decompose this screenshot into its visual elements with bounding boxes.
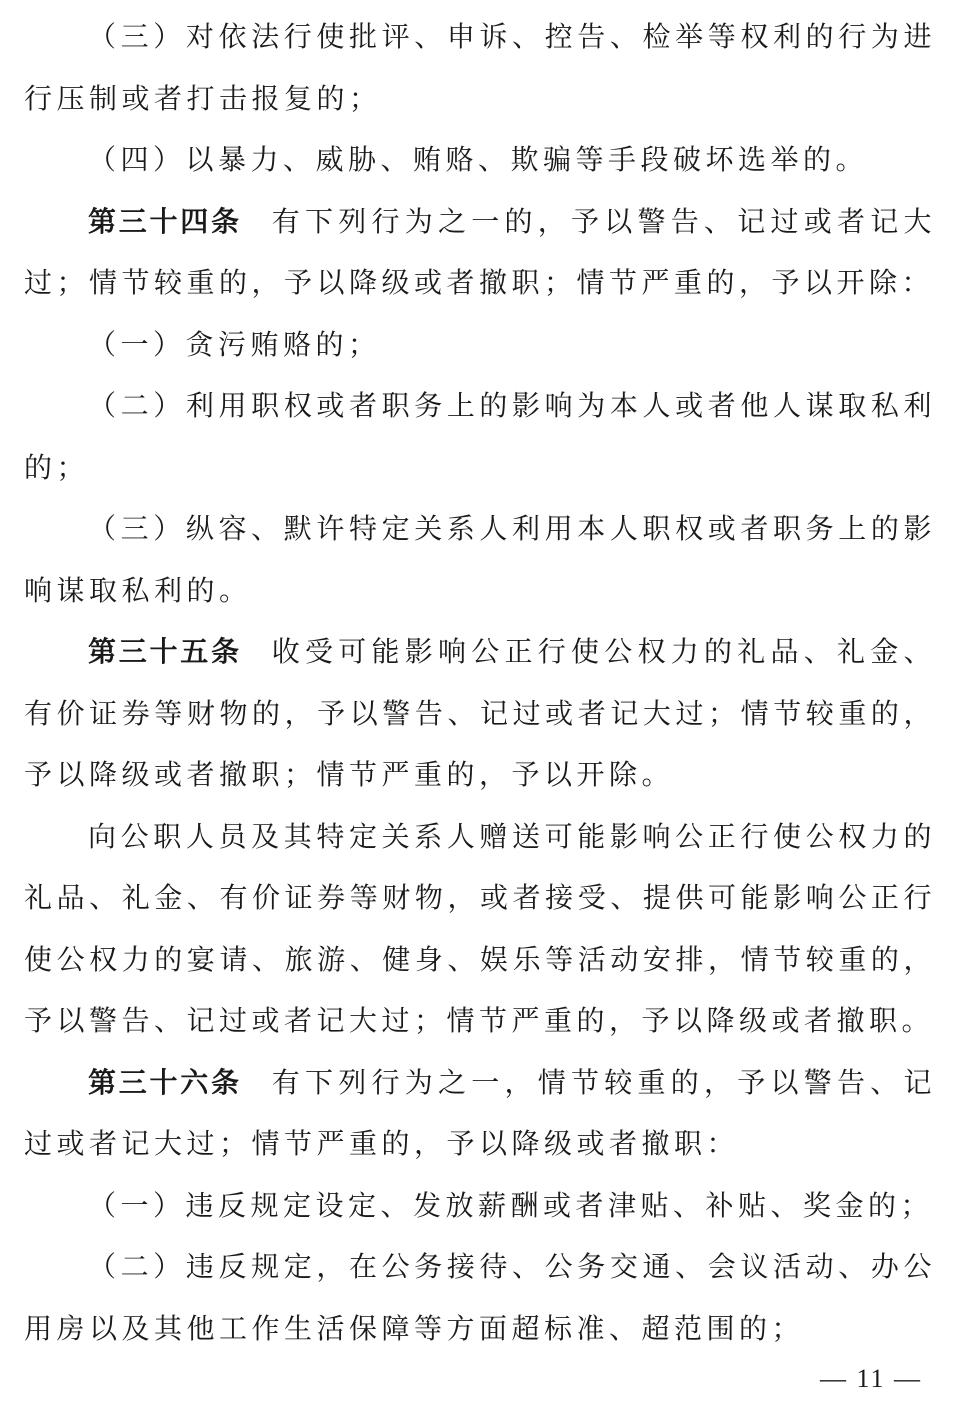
page-number: — 11 — [819,1364,922,1393]
paragraph-text: （四）以暴力、威胁、贿赂、欺骗等手段破坏选举的。 [88,143,869,176]
paragraph-text: （一）贪污贿赂的； [88,327,381,361]
paragraph [24,6,936,129]
paragraph-text: 有下列行为之一，情节较重的，予以警告、记过或者记大过；情节严重的，予以降级或者撤职： [24,1065,936,1160]
article-paragraph [24,191,936,314]
paragraph-text: （三）纵容、默许特定关系人利用本人职权或者职务上的影响谋取私利的。 [24,512,936,607]
paragraph [24,129,936,191]
document-body [24,6,936,1359]
paragraph [24,1175,936,1237]
article-paragraph [24,621,936,806]
paragraph-text: （二）利用职权或者职务上的影响为本人或者他人谋取私利的； [24,389,936,484]
paragraph-text: 向公职人员及其特定关系人赠送可能影响公正行使公权力的礼品、礼金、有价证券等财物，或者接受、提供可能影响公正行使公权力的宴请、旅游、健身、娱乐等活动安排，情节较重的，予以警告、记过或者记大过；情节严重的，予以降级或者撤职。 [24,819,936,1037]
paragraph-text: 收受可能影响公正行使公权力的礼品、礼金、有价证券等财物的，予以警告、记过或者记大过；情节较重的，予以降级或者撤职；情节严重的，予以开除。 [24,635,936,791]
article-number: 第三十六条 [88,1065,242,1099]
paragraph-text: （一）违反规定设定、发放薪酬或者津贴、补贴、奖金的； [88,1188,934,1222]
paragraph-text: （二）违反规定，在公务接待、公务交通、会议活动、办公用房以及其他工作生活保障等方面超标准、超范围的； [24,1250,936,1345]
paragraph [24,314,936,376]
paragraph [24,498,936,621]
paragraph-text: 有下列行为之一的，予以警告、记过或者记大过；情节较重的，予以降级或者撤职；情节严重的，予以开除： [24,204,936,299]
article-number: 第三十五条 [88,635,242,668]
paragraph-text: （三）对依法行使批评、申诉、控告、检举等权利的行为进行压制或者打击报复的； [24,20,936,115]
paragraph [24,1236,936,1359]
paragraph [24,806,936,1052]
article-number: 第三十四条 [88,204,242,238]
article-paragraph [24,1052,936,1175]
paragraph [24,375,936,498]
